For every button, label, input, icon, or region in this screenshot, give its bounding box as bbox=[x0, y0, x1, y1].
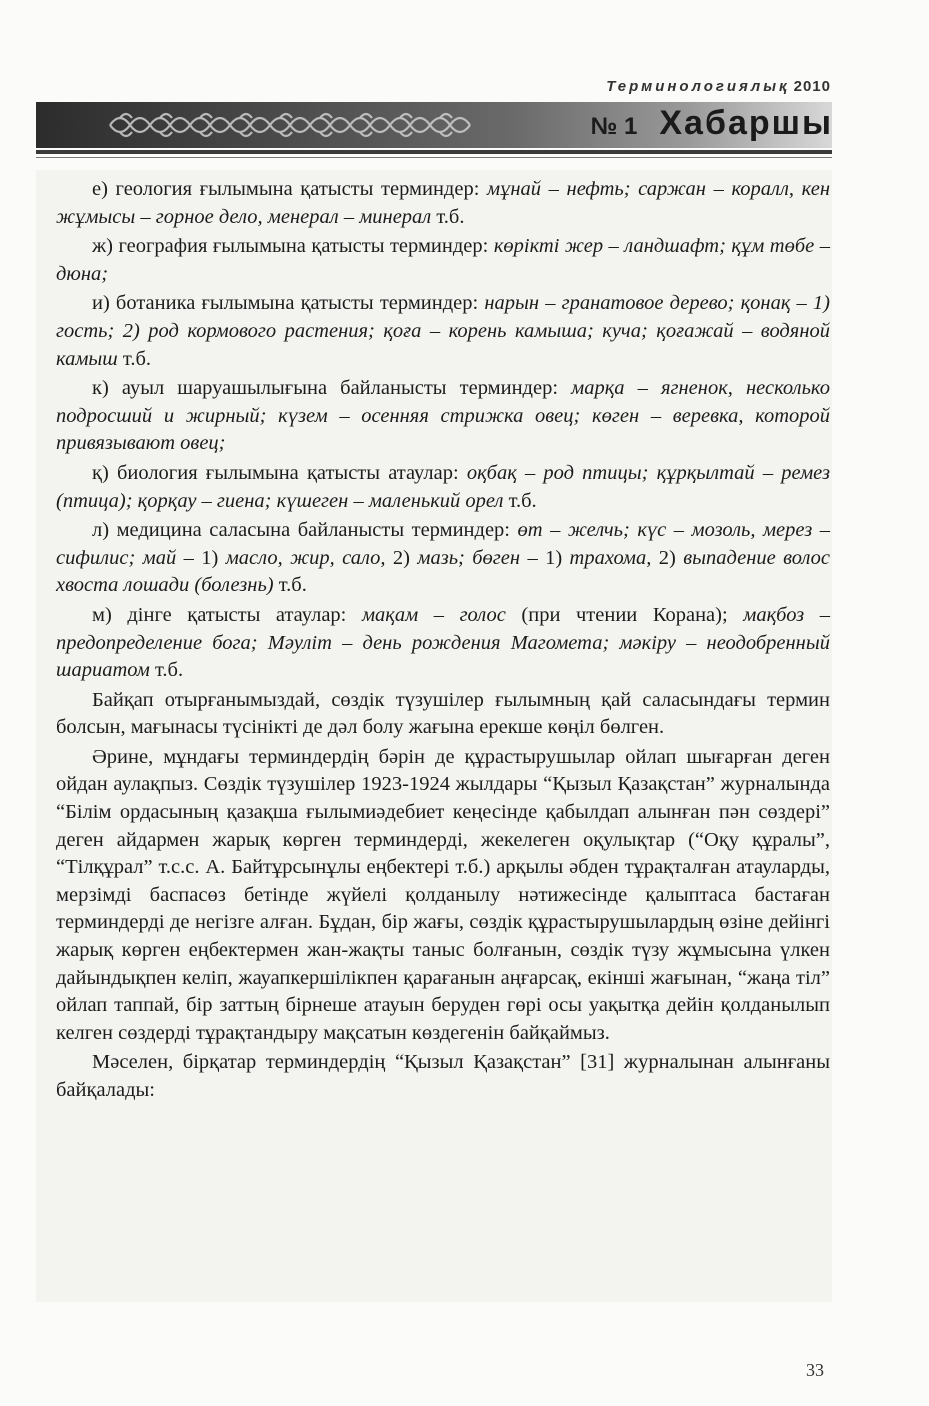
journal-series-header bbox=[606, 78, 831, 95]
text-run: т.б. bbox=[117, 347, 152, 370]
paragraph bbox=[56, 290, 830, 373]
paragraph bbox=[56, 687, 830, 742]
text-run: – 1) bbox=[176, 546, 226, 569]
text-run: т.б. bbox=[503, 489, 537, 512]
text-run: нарын – гранатовое дерево; қонақ – 1) гость; 2) род кормового растения; қоға – корень камыша; куча; қоғажай – водяной камыш bbox=[56, 292, 830, 370]
text-run: марқа – ягненок, несколько подросший и жирный; күзем – осенняя стрижка овец; көген – веревка, которой привязывают овец; bbox=[56, 377, 830, 455]
text-run: 2) bbox=[651, 546, 684, 569]
paragraph bbox=[56, 233, 830, 288]
text-run: мұнай – нефть; саржан – коралл, кен жұмысы – горное дело, менерал – минерал bbox=[56, 178, 830, 228]
text-run: мазь; бөген bbox=[417, 546, 521, 569]
body-text bbox=[56, 176, 830, 1105]
header-rule-thick bbox=[36, 150, 832, 154]
issue-number: № 1 bbox=[590, 113, 638, 140]
paragraph bbox=[56, 1049, 830, 1104]
paragraph bbox=[56, 375, 830, 458]
text-run: Мәселен, бірқатар терминдердің “Қызыл Қазақстан” [31] журналынан алынғаны байқалады: bbox=[56, 1051, 830, 1101]
paragraph bbox=[56, 517, 830, 600]
text-run: т.б. bbox=[431, 205, 465, 228]
header-rule-thin bbox=[36, 157, 832, 158]
page-number: 33 bbox=[806, 1360, 824, 1380]
text-run: (при чтении Корана); bbox=[505, 603, 744, 626]
text-run: трахома, bbox=[569, 546, 652, 569]
text-run: – 1) bbox=[520, 546, 570, 569]
text-run: қ) биология ғылымына қатысты атаулар: bbox=[92, 461, 467, 484]
text-run: мақбоз – предопределение бога; Мәуліт – день рождения Магомета; мәкіру – неодобренный шариатом bbox=[56, 603, 830, 682]
text-run: и) ботаника ғылымына қатысты терминдер: bbox=[92, 292, 485, 315]
text-run: е) геология ғылымына қатысты терминдер: bbox=[92, 178, 488, 200]
text-run: выпадение волос хвоста лошади (болезнь) bbox=[56, 546, 831, 597]
text-run: масло, жир, сало, bbox=[225, 546, 386, 569]
paragraph bbox=[56, 602, 830, 685]
text-run: к) ауыл шаруашылығына байланысты терминдер: bbox=[92, 377, 572, 400]
text-run: Байқап отырғанымыздай, сөздік түзушілер ғылымның қай саласындағы термин болсын, мағынасы түсінікті де дәл болу жағына ерекше көңіл бөлген. bbox=[56, 688, 830, 739]
kazakh-ornament-icon bbox=[106, 108, 486, 142]
text-run: ж) география ғылымына қатысты терминдер: bbox=[92, 235, 494, 258]
paragraph bbox=[56, 176, 830, 231]
journal-name: Хабаршы bbox=[659, 104, 833, 142]
text-run: өт – желчь; күс – мозоль, мерез – сифилис; май bbox=[56, 519, 830, 569]
text-run: оқбақ – род птицы; құрқылтай – ремез (птица); қорқау – гиена; күшеген – маленький орел bbox=[56, 461, 830, 512]
text-run: л) медицина саласына байланысты терминдер: bbox=[92, 519, 518, 542]
text-run: т.б. bbox=[273, 574, 307, 597]
text-run: т.б. bbox=[149, 659, 184, 682]
issue-title bbox=[591, 104, 833, 143]
text-run: м) дінге қатысты атаулар: bbox=[92, 603, 362, 626]
year: 2010 bbox=[793, 78, 831, 95]
text-run: көрікті жер – ландшафт; құм төбе – дюна; bbox=[56, 235, 830, 285]
text-run: мақам – голос bbox=[361, 603, 506, 626]
text-run: 2) bbox=[385, 546, 418, 569]
text-run: Әрине, мұндағы терминдердің бәрін де құрастырушылар ойлап шығарған деген ойдан аулақпыз. Сөздік түзушілер 1923-1924 жылдары “Қызыл Қазақстан” журналында “Білім ордасының қазақша ғылымиәдебиет кеңесінде қабылдап алынған пән сөздері” деген айдармен жарық көрген терминдерді, жекелеген оқулықтар (“Оқу құралы”, “Тілқұрал” т.с.с. А. Байтұрсынұлы еңбектері т.б.) арқылы әбден тұрақталған атауларды, мерзімді баспасөз бетінде жүйелі қолданылу нәтижесінде қалыптаса бастаған терминдерді де негізге алған. Бұдан, бір жағы, сөздік құрастырушылардың өзіне дейінгі жарық көрген еңбектермен жан-жақты таныс болғанын, сөздік түзу жұмысына үлкен дайындықпен келіп, жауапкершілікпен қарағанын аңғарсақ, екінші жағынан, “жаңа тіл” ойлап таппай, бір заттың бірнеше атауын беруден гөрі осы уақытқа дейін қолданылып келген сөздерді тұрақтандыру мақсатын көздегенін байқаймыз. bbox=[56, 745, 830, 1044]
series-name: Терминологиялық bbox=[606, 78, 790, 95]
paragraph bbox=[56, 460, 830, 515]
paragraph bbox=[56, 744, 830, 1048]
